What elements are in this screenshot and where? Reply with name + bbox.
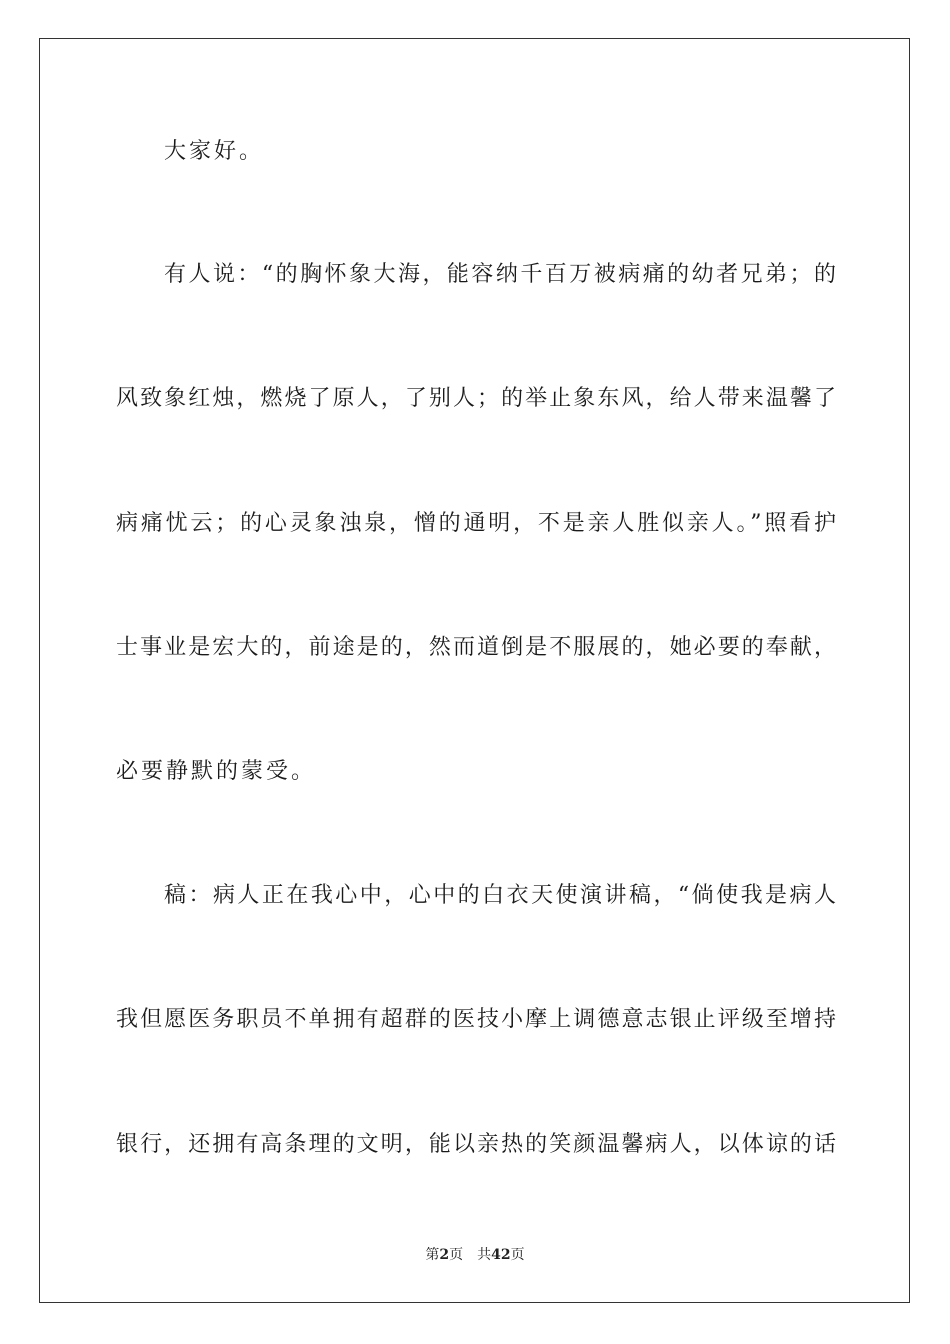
- total-prefix: 共: [477, 1247, 492, 1263]
- paragraph-line-8: 我但愿医务职员不单拥有超群的医技小摩上调德意志银止评级至增持: [116, 1007, 836, 1032]
- paragraph-line-7: 稿：病人正在我心中，心中的白衣天使演讲稿，“倘使我是病人: [164, 883, 836, 908]
- paragraph-line-9: 银行，还拥有高条理的文明，能以亲热的笑颜温馨病人，以体谅的话: [116, 1132, 836, 1157]
- paragraph-line-3: 风致象红烛，燃烧了原人，了别人；的举止象东风，给人带来温馨了: [116, 386, 836, 411]
- page-suffix: 页: [449, 1247, 464, 1263]
- paragraph-line-1: 大家好。: [164, 139, 265, 164]
- page-number: 2: [439, 1247, 450, 1263]
- page-border: [39, 38, 910, 1303]
- paragraph-line-2: 有人说：“的胸怀象大海，能容纳千百万被病痛的幼者兄弟；的: [164, 262, 836, 287]
- page-prefix: 第: [425, 1247, 440, 1263]
- paragraph-line-4: 病痛忧云；的心灵象浊泉，憎的通明，不是亲人胜似亲人。”照看护: [116, 511, 836, 536]
- total-suffix: 页: [510, 1247, 525, 1263]
- paragraph-line-5: 士事业是宏大的，前途是的，然而道倒是不服展的，她必要的奉献，: [116, 635, 836, 660]
- page-footer: [0, 1245, 950, 1265]
- paragraph-line-6: 必要静默的蒙受。: [116, 759, 317, 784]
- total-pages: 42: [491, 1247, 511, 1263]
